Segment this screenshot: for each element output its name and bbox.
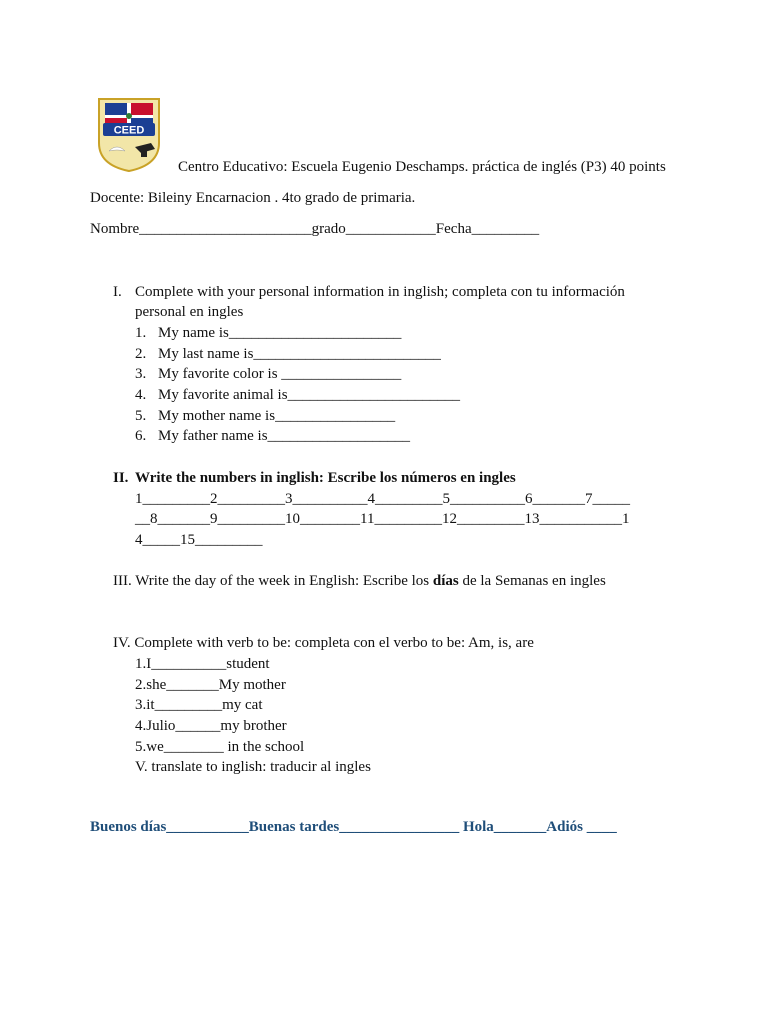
list-item: My favorite animal is_______________________	[158, 387, 461, 403]
section3-bold-word: días	[432, 573, 459, 589]
teacher-line: Docente: Bileiny Encarnacion . 4to grado de primaria.	[90, 190, 416, 206]
verb-item: 5.we________ in the school	[135, 739, 305, 755]
section4-instruction: IV. Complete with verb to be: completa con el verbo to be: Am, is, are	[113, 635, 534, 651]
section3-text: III. Write the day of the week in English: Escribe los	[113, 573, 433, 589]
list-item: My name is_______________________	[158, 325, 402, 341]
list-item-number: 1.	[135, 325, 147, 341]
section1-numeral: I.	[113, 284, 122, 300]
verb-item: 3.it_________my cat	[135, 697, 263, 713]
list-item: My last name is_________________________	[158, 346, 441, 362]
list-item: My father name is___________________	[158, 428, 411, 444]
list-item-number: 6.	[135, 428, 147, 444]
section3-instruction	[113, 571, 606, 591]
section3-text-end: de la Semanas en ingles	[458, 573, 606, 589]
student-info-line: Nombre_______________________grado____________Fecha_________	[90, 221, 540, 237]
section5-instruction: V. translate to inglish: traducir al ingles	[135, 759, 371, 775]
section1-instruction-cont: personal en ingles	[135, 304, 244, 320]
verb-item: 2.she_______My mother	[135, 677, 286, 693]
school-logo-icon	[95, 93, 163, 173]
numbers-line: 4_____15_________	[135, 532, 263, 548]
page-title: Centro Educativo: Escuela Eugenio Deschamps. práctica de inglés (P3) 40 points	[178, 159, 666, 175]
section1-instruction: Complete with your personal information in inglish; completa con tu información	[135, 284, 625, 300]
logo-text: CEED	[113, 124, 145, 137]
numbers-line: 1_________2_________3__________4_________5__________6_______7_____	[135, 491, 630, 507]
list-item-number: 3.	[135, 366, 147, 382]
verb-item: 4.Julio______my brother	[135, 718, 287, 734]
list-item-number: 2.	[135, 346, 147, 362]
section2-instruction: Write the numbers in inglish: Escribe los números en ingles	[135, 470, 516, 486]
list-item: My favorite color is ________________	[158, 366, 402, 382]
list-item-number: 4.	[135, 387, 147, 403]
list-item-number: 5.	[135, 408, 147, 424]
numbers-line: __8_______9_________10________11_________12_________13___________1	[135, 511, 630, 527]
list-item: My mother name is________________	[158, 408, 396, 424]
greetings-line: Buenos días___________Buenas tardes________________ Hola_______Adiós ____	[90, 819, 617, 835]
section2-numeral: II.	[113, 470, 129, 486]
verb-item: 1.I__________student	[135, 656, 270, 672]
